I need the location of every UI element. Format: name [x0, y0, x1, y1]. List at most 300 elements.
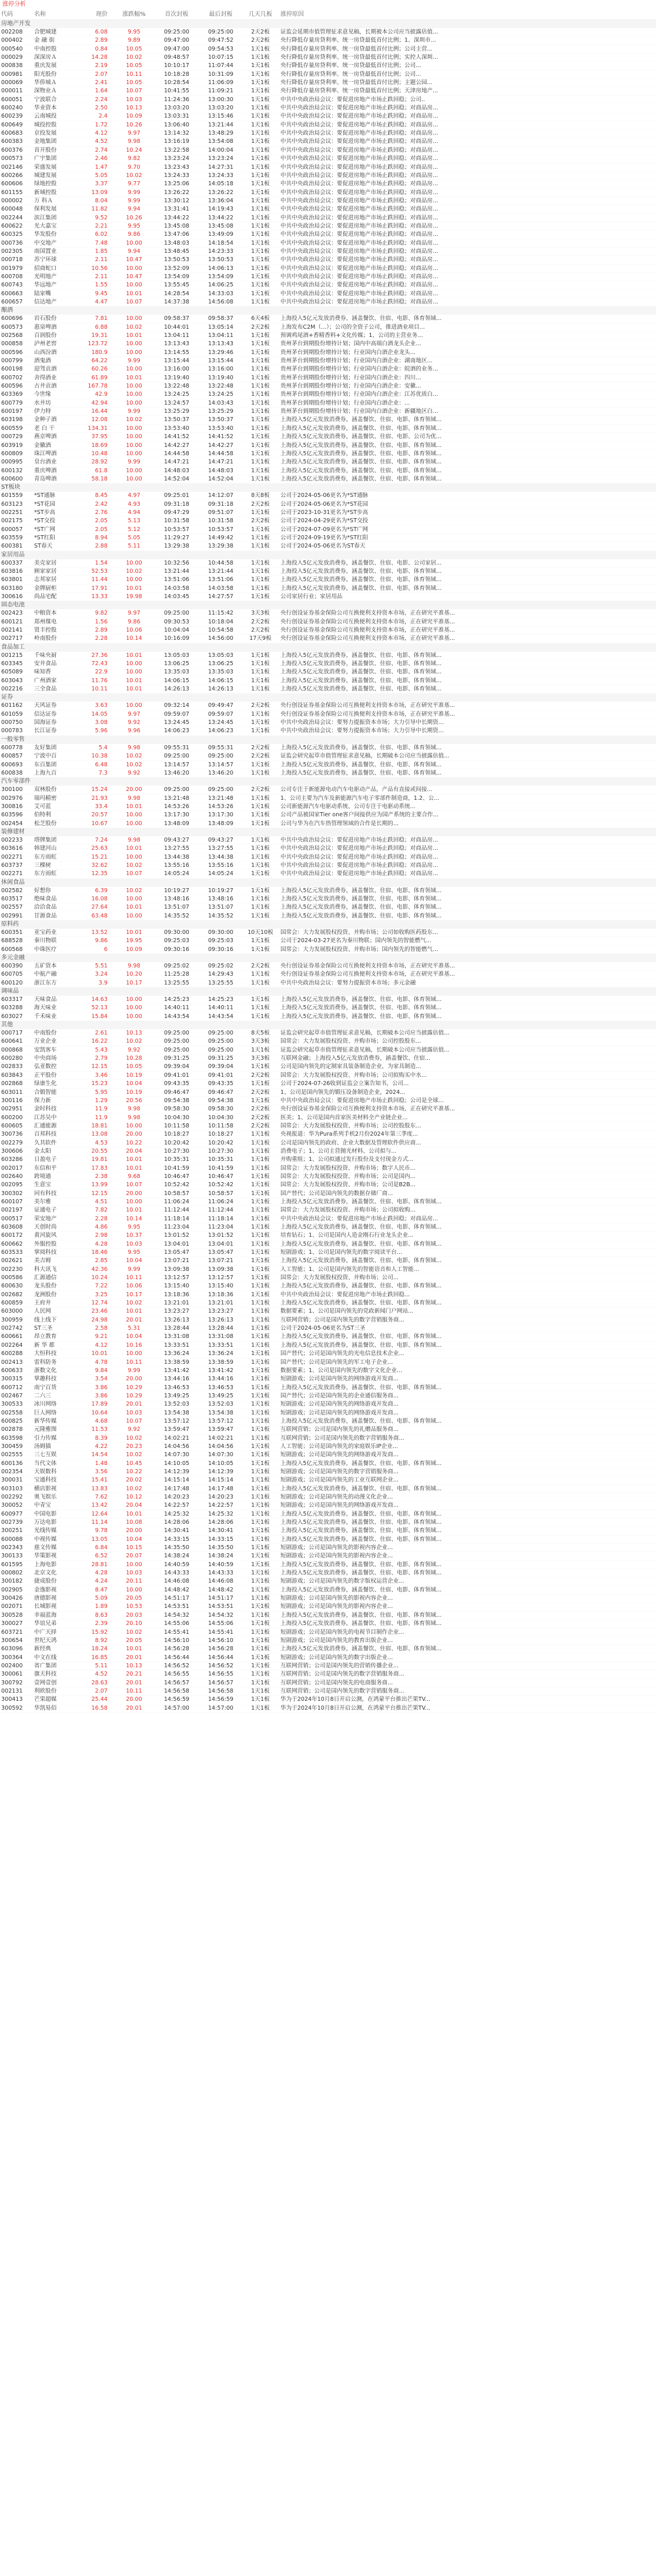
- limit-reason: 中共中央政治局会议：要促进房地产市场止跌回稳；对商品房...: [280, 248, 439, 255]
- table-row[interactable]: [0, 1359, 656, 1367]
- table-row[interactable]: [0, 138, 656, 146]
- table-row[interactable]: [0, 298, 656, 306]
- header-change[interactable]: 涨跌幅%: [122, 11, 146, 18]
- table-row[interactable]: [0, 442, 656, 450]
- last-limit-time: 14:12:07: [207, 492, 234, 499]
- table-row[interactable]: [0, 1637, 656, 1645]
- table-row[interactable]: [0, 1367, 656, 1375]
- table-row[interactable]: [0, 1654, 656, 1662]
- table-row[interactable]: [0, 660, 656, 668]
- table-row[interactable]: [0, 744, 656, 752]
- table-row[interactable]: [0, 1645, 656, 1653]
- limit-streak: 1天1板: [251, 1013, 270, 1020]
- table-row[interactable]: [0, 1662, 656, 1670]
- table-row[interactable]: [0, 248, 656, 256]
- table-row[interactable]: [0, 1451, 656, 1459]
- table-row[interactable]: [0, 45, 656, 54]
- table-row[interactable]: [0, 1190, 656, 1198]
- table-row[interactable]: [0, 1055, 656, 1063]
- table-row[interactable]: [0, 1181, 656, 1189]
- table-row[interactable]: [0, 1501, 656, 1510]
- table-row[interactable]: [0, 795, 656, 803]
- table-row[interactable]: [0, 1156, 656, 1164]
- table-row[interactable]: [0, 1080, 656, 1088]
- table-row[interactable]: [0, 180, 656, 188]
- table-row[interactable]: [0, 197, 656, 205]
- table-row[interactable]: [0, 112, 656, 121]
- stock-price: 1.89: [95, 1603, 108, 1610]
- table-row[interactable]: [0, 1400, 656, 1409]
- table-row[interactable]: [0, 1696, 656, 1704]
- stock-name: 华远地产: [34, 282, 57, 289]
- limit-streak: 1天1板: [251, 1704, 270, 1711]
- limit-reason: 中共中央政治局会议：要促进房地产市场止跌回稳；对商品房...: [280, 189, 439, 196]
- stock-code: 300133: [1, 1553, 23, 1560]
- table-row[interactable]: [0, 1536, 656, 1544]
- table-row[interactable]: [0, 593, 656, 601]
- last-limit-time: 13:00:30: [207, 96, 234, 103]
- table-row[interactable]: [0, 129, 656, 138]
- table-row[interactable]: [0, 1013, 656, 1021]
- last-limit-time: 13:54:09: [207, 273, 234, 280]
- table-row[interactable]: [0, 509, 656, 517]
- section-header[interactable]: ST板块: [0, 483, 656, 492]
- stock-name: 芒果超媒: [34, 1696, 57, 1703]
- table-row[interactable]: [0, 1611, 656, 1620]
- table-row[interactable]: [0, 1460, 656, 1468]
- section-header[interactable]: 多元金融: [0, 954, 656, 962]
- table-row[interactable]: [0, 121, 656, 129]
- table-row[interactable]: [0, 189, 656, 197]
- limit-streak: 1天1板: [251, 526, 270, 533]
- limit-reason: 互联网营销；公司是国内领先的数字营销服务商...: [280, 1687, 404, 1694]
- limit-reason: 国常会：大力发展股权投资、并购市场；公司控股股东...: [280, 1038, 421, 1045]
- table-row[interactable]: [0, 1173, 656, 1181]
- table-row[interactable]: [0, 382, 656, 391]
- first-limit-time: 13:55:16: [163, 862, 190, 869]
- section-header[interactable]: 休闲食品: [0, 879, 656, 887]
- limit-reason: 央行降低存量房贷利率、统一房贷最低首付比例；公司主营...: [280, 45, 433, 52]
- first-limit-time: 13:09:38: [163, 1266, 190, 1273]
- table-row[interactable]: [0, 450, 656, 458]
- table-row[interactable]: [0, 719, 656, 727]
- table-row[interactable]: [0, 853, 656, 862]
- stock-price: 10.48: [91, 450, 108, 457]
- table-row[interactable]: [0, 635, 656, 643]
- section-header[interactable]: 汽车零部件: [0, 778, 656, 786]
- table-row[interactable]: [0, 1392, 656, 1400]
- table-row[interactable]: [0, 256, 656, 264]
- stock-change: 20.01: [126, 1316, 142, 1323]
- limit-streak: 1天1板: [251, 459, 270, 466]
- table-row[interactable]: [0, 1299, 656, 1307]
- limit-streak: 1天1板: [251, 214, 270, 221]
- table-row[interactable]: [0, 1164, 656, 1173]
- last-limit-time: 09:31:18: [207, 500, 234, 508]
- table-row[interactable]: [0, 205, 656, 213]
- table-row[interactable]: [0, 1679, 656, 1687]
- table-row[interactable]: [0, 1350, 656, 1358]
- limit-reason: 上海投入5亿元发放消费券，涵盖餐饮、住宿、电影、体育领域...: [280, 1646, 442, 1653]
- last-limit-time: 13:13:43: [207, 341, 234, 348]
- table-row[interactable]: [0, 1603, 656, 1611]
- last-limit-time: 14:33:03: [207, 290, 234, 297]
- table-row[interactable]: [0, 146, 656, 155]
- table-row[interactable]: [0, 1063, 656, 1071]
- table-row[interactable]: [0, 937, 656, 945]
- table-row[interactable]: [0, 475, 656, 483]
- stock-name: 元隆雅图: [34, 1426, 57, 1433]
- table-row[interactable]: [0, 912, 656, 920]
- table-row[interactable]: [0, 1552, 656, 1560]
- limit-reason: 公司于2024-09-19更名为*ST红阳: [280, 534, 369, 541]
- table-row[interactable]: [0, 62, 656, 70]
- table-row[interactable]: [0, 1629, 656, 1637]
- table-row[interactable]: [0, 1147, 656, 1156]
- stock-name: 中国电影: [34, 1510, 57, 1517]
- table-row[interactable]: [0, 87, 656, 95]
- section-header[interactable]: 原料药: [0, 920, 656, 929]
- table-row[interactable]: [0, 1586, 656, 1594]
- table-row[interactable]: [0, 1257, 656, 1265]
- table-row[interactable]: [0, 1291, 656, 1299]
- table-row[interactable]: [0, 1198, 656, 1206]
- table-row[interactable]: [0, 1476, 656, 1484]
- table-row[interactable]: [0, 1282, 656, 1290]
- table-row[interactable]: [0, 281, 656, 289]
- table-row[interactable]: [0, 1409, 656, 1417]
- table-row[interactable]: [0, 1105, 656, 1113]
- section-header[interactable]: 证券: [0, 693, 656, 702]
- stock-price: 3.86: [95, 1392, 108, 1399]
- table-row[interactable]: [0, 534, 656, 542]
- stock-change: 10.01: [126, 652, 142, 659]
- table-row[interactable]: [0, 265, 656, 273]
- header-reason[interactable]: 涨停原因: [280, 11, 304, 18]
- table-row[interactable]: [0, 845, 656, 853]
- table-row[interactable]: [0, 526, 656, 534]
- table-row[interactable]: [0, 559, 656, 568]
- header-first-limit[interactable]: 首次封板: [165, 11, 189, 18]
- table-row[interactable]: [0, 222, 656, 231]
- table-row[interactable]: [0, 1249, 656, 1257]
- table-row[interactable]: [0, 1510, 656, 1519]
- table-row[interactable]: [0, 1687, 656, 1696]
- table-row[interactable]: [0, 1704, 656, 1713]
- stock-code: 300533: [1, 1401, 23, 1408]
- table-row[interactable]: [0, 1594, 656, 1603]
- table-row[interactable]: [0, 1097, 656, 1105]
- table-row[interactable]: [0, 811, 656, 819]
- table-row[interactable]: [0, 467, 656, 475]
- first-limit-time: 13:47:06: [163, 231, 190, 238]
- table-row[interactable]: [0, 163, 656, 172]
- table-row[interactable]: [0, 500, 656, 509]
- stock-price: 12.74: [91, 1300, 108, 1307]
- header-price[interactable]: 现价: [96, 11, 108, 18]
- table-row[interactable]: [0, 668, 656, 676]
- stock-name: 弘亚数控: [34, 1063, 57, 1070]
- table-row[interactable]: [0, 609, 656, 618]
- last-limit-time: 13:45:08: [207, 222, 234, 229]
- section-header[interactable]: 家居用品: [0, 551, 656, 559]
- table-row[interactable]: [0, 1232, 656, 1240]
- table-row[interactable]: [0, 903, 656, 912]
- limit-streak: 1天1板: [251, 1654, 270, 1661]
- table-row[interactable]: [0, 979, 656, 987]
- limit-streak: 1天1板: [251, 1291, 270, 1298]
- table-row[interactable]: [0, 1620, 656, 1628]
- table-row[interactable]: [0, 239, 656, 248]
- table-row[interactable]: [0, 1670, 656, 1679]
- table-row[interactable]: [0, 323, 656, 332]
- table-row[interactable]: [0, 769, 656, 778]
- table-row[interactable]: [0, 652, 656, 660]
- stock-name: 天味食品: [34, 996, 57, 1003]
- table-row[interactable]: [0, 231, 656, 239]
- last-limit-time: 14:06:15: [207, 677, 234, 684]
- table-row[interactable]: [0, 1443, 656, 1451]
- stock-name: 城投控股: [34, 121, 57, 128]
- stock-change: 10.00: [126, 467, 142, 474]
- table-row[interactable]: [0, 585, 656, 593]
- table-row[interactable]: [0, 618, 656, 626]
- stock-price: 27.64: [91, 904, 108, 911]
- table-row[interactable]: [0, 870, 656, 878]
- table-row[interactable]: [0, 1223, 656, 1232]
- table-row[interactable]: [0, 1519, 656, 1527]
- stock-change: 10.29: [126, 1392, 142, 1399]
- stock-code: 600573: [1, 323, 23, 331]
- stock-price: 33.4: [95, 803, 108, 810]
- table-row[interactable]: [0, 155, 656, 163]
- table-row[interactable]: [0, 1029, 656, 1037]
- stock-change: 20.56: [126, 1097, 142, 1104]
- table-row[interactable]: [0, 576, 656, 584]
- table-row[interactable]: [0, 399, 656, 408]
- table-row[interactable]: [0, 996, 656, 1004]
- table-row[interactable]: [0, 433, 656, 441]
- table-row[interactable]: [0, 1527, 656, 1535]
- table-row[interactable]: [0, 1544, 656, 1552]
- table-row[interactable]: [0, 1114, 656, 1122]
- table-row[interactable]: [0, 1493, 656, 1501]
- table-row[interactable]: [0, 1139, 656, 1147]
- table-row[interactable]: [0, 761, 656, 769]
- stock-change: 9.89: [128, 37, 140, 44]
- last-limit-time: 13:29:46: [207, 349, 234, 356]
- table-row[interactable]: [0, 416, 656, 424]
- table-row[interactable]: [0, 946, 656, 954]
- table-row[interactable]: [0, 895, 656, 903]
- table-row[interactable]: [0, 408, 656, 416]
- table-row[interactable]: [0, 542, 656, 550]
- table-row[interactable]: [0, 1324, 656, 1333]
- header-streak[interactable]: 几天几板: [249, 11, 272, 18]
- stock-price: 2.41: [95, 79, 108, 86]
- limit-streak: 1天1板: [251, 870, 270, 877]
- limit-streak: 1天1板: [251, 1485, 270, 1492]
- limit-streak: 1天1板: [251, 1494, 270, 1500]
- limit-reason: 中共中央政治局会议：要促进房地产市场止跌回稳；对商品房...: [280, 265, 439, 272]
- table-row[interactable]: [0, 1384, 656, 1392]
- table-row[interactable]: [0, 36, 656, 45]
- table-row[interactable]: [0, 626, 656, 635]
- table-row[interactable]: [0, 727, 656, 735]
- table-row[interactable]: [0, 677, 656, 685]
- last-limit-time: 13:14:57: [207, 761, 234, 768]
- table-row[interactable]: [0, 685, 656, 693]
- table-row[interactable]: [0, 1206, 656, 1214]
- limit-streak: 1天1板: [251, 585, 270, 592]
- header-last-limit[interactable]: 最后封板: [209, 11, 233, 18]
- table-row[interactable]: [0, 962, 656, 970]
- section-header[interactable]: 固态电池: [0, 601, 656, 609]
- table-row[interactable]: [0, 1122, 656, 1130]
- last-limit-time: 13:44:38: [207, 853, 234, 860]
- stock-code: 000995: [1, 459, 23, 466]
- table-row[interactable]: [0, 1307, 656, 1316]
- limit-streak: 1天1板: [251, 845, 270, 852]
- last-limit-time: 14:56:44: [207, 1654, 234, 1661]
- header-code[interactable]: 代码: [1, 11, 13, 18]
- table-row[interactable]: [0, 1072, 656, 1080]
- stock-price: 2.42: [95, 500, 108, 508]
- table-row[interactable]: [0, 786, 656, 794]
- limit-streak: 1天1板: [251, 1536, 270, 1543]
- table-row[interactable]: [0, 568, 656, 576]
- table-row[interactable]: [0, 1569, 656, 1577]
- table-row[interactable]: [0, 374, 656, 382]
- stock-name: 旗天科技: [34, 1671, 57, 1678]
- first-limit-time: 13:54:38: [163, 1409, 190, 1416]
- table-row[interactable]: [0, 1434, 656, 1443]
- table-row[interactable]: [0, 1215, 656, 1223]
- last-limit-time: 09:41:01: [207, 1072, 234, 1079]
- table-row[interactable]: [0, 1004, 656, 1012]
- limit-streak: 1天1板: [251, 1426, 270, 1433]
- table-row[interactable]: [0, 71, 656, 79]
- first-limit-time: 10:04:30: [163, 1114, 190, 1121]
- stock-change: 10.02: [126, 1300, 142, 1307]
- limit-streak: 2天2板: [251, 702, 270, 709]
- table-row[interactable]: [0, 1561, 656, 1569]
- table-row[interactable]: [0, 1089, 656, 1097]
- table-row[interactable]: [0, 862, 656, 870]
- limit-reason: 国常会：大力发展股权投资、并购市场；国内领先的智能燃气...: [280, 946, 439, 953]
- first-limit-time: 10:41:59: [163, 1164, 190, 1172]
- table-row[interactable]: [0, 1426, 656, 1434]
- table-row[interactable]: [0, 54, 656, 62]
- limit-reason: 国常会：大力发展股权投资、并购市场；公司拟购买中水...: [280, 1072, 427, 1079]
- table-row[interactable]: [0, 365, 656, 373]
- stock-price: 6.84: [95, 1544, 108, 1551]
- section-header[interactable]: 酿酒: [0, 306, 656, 315]
- table-row[interactable]: [0, 1266, 656, 1274]
- table-row[interactable]: [0, 104, 656, 112]
- table-row[interactable]: [0, 1037, 656, 1046]
- section-header[interactable]: 其他: [0, 1021, 656, 1029]
- header-name[interactable]: 名称: [34, 11, 46, 18]
- stock-change: 9.82: [128, 155, 140, 162]
- stock-change: 9.95: [128, 29, 140, 35]
- table-row[interactable]: [0, 332, 656, 340]
- table-row[interactable]: [0, 929, 656, 937]
- table-row[interactable]: [0, 1375, 656, 1383]
- table-row[interactable]: [0, 836, 656, 845]
- stock-code: 600605: [1, 1122, 23, 1129]
- limit-reason: 公司专注于新能源电动汽车电驱动产品，产品有直接或间接...: [280, 786, 433, 793]
- last-limit-time: 09:31:25: [207, 1055, 234, 1062]
- table-row[interactable]: [0, 1468, 656, 1476]
- stock-code: 002555: [1, 1451, 23, 1459]
- table-row[interactable]: [0, 315, 656, 323]
- table-row[interactable]: [0, 887, 656, 895]
- stock-price: 6.52: [95, 1553, 108, 1560]
- table-row[interactable]: [0, 970, 656, 979]
- section-header[interactable]: 装修建材: [0, 828, 656, 836]
- stock-change: 10.07: [126, 1417, 142, 1424]
- stock-name: 日盈电子: [34, 1156, 57, 1163]
- table-row[interactable]: [0, 1342, 656, 1350]
- first-limit-time: 14:06:15: [163, 677, 190, 684]
- limit-streak: 1天1板: [251, 256, 270, 263]
- table-row[interactable]: [0, 340, 656, 348]
- limit-reason: 中共中央政治局会议：要促进房地产市场止跌回稳；对商品房...: [280, 845, 439, 852]
- table-row[interactable]: [0, 28, 656, 36]
- table-row[interactable]: [0, 458, 656, 466]
- table-row[interactable]: [0, 172, 656, 180]
- table-row[interactable]: [0, 1274, 656, 1282]
- table-row[interactable]: [0, 1417, 656, 1426]
- table-row[interactable]: [0, 273, 656, 281]
- table-row[interactable]: [0, 1316, 656, 1324]
- table-row[interactable]: [0, 214, 656, 222]
- table-row[interactable]: [0, 492, 656, 500]
- table-row[interactable]: [0, 357, 656, 365]
- table-row[interactable]: [0, 752, 656, 760]
- table-row[interactable]: [0, 79, 656, 87]
- table-row[interactable]: [0, 710, 656, 719]
- table-row[interactable]: [0, 425, 656, 433]
- table-row[interactable]: [0, 517, 656, 525]
- stock-code: 002400: [1, 1662, 23, 1669]
- section-header[interactable]: 食品加工: [0, 643, 656, 652]
- stock-price: 12.15: [91, 1063, 108, 1070]
- table-row[interactable]: [0, 1240, 656, 1249]
- table-row[interactable]: [0, 1333, 656, 1341]
- table-row[interactable]: [0, 391, 656, 399]
- last-limit-time: 10:54:58: [207, 627, 234, 634]
- table-row[interactable]: [0, 96, 656, 104]
- stock-code: 600383: [1, 138, 23, 145]
- section-header[interactable]: 调味品: [0, 987, 656, 996]
- section-header[interactable]: 一般零售: [0, 736, 656, 744]
- table-row[interactable]: [0, 702, 656, 710]
- table-row[interactable]: [0, 803, 656, 811]
- table-row[interactable]: [0, 820, 656, 828]
- stock-name: 山西汾酒: [34, 349, 57, 356]
- section-header[interactable]: 房地产开发: [0, 20, 656, 28]
- table-row[interactable]: [0, 1046, 656, 1055]
- table-row[interactable]: [0, 1485, 656, 1493]
- stock-price: 27.36: [91, 652, 108, 659]
- table-row[interactable]: [0, 1130, 656, 1139]
- limit-streak: 1天1板: [251, 1367, 270, 1374]
- table-row[interactable]: [0, 1577, 656, 1586]
- table-row[interactable]: [0, 290, 656, 298]
- table-row[interactable]: [0, 349, 656, 357]
